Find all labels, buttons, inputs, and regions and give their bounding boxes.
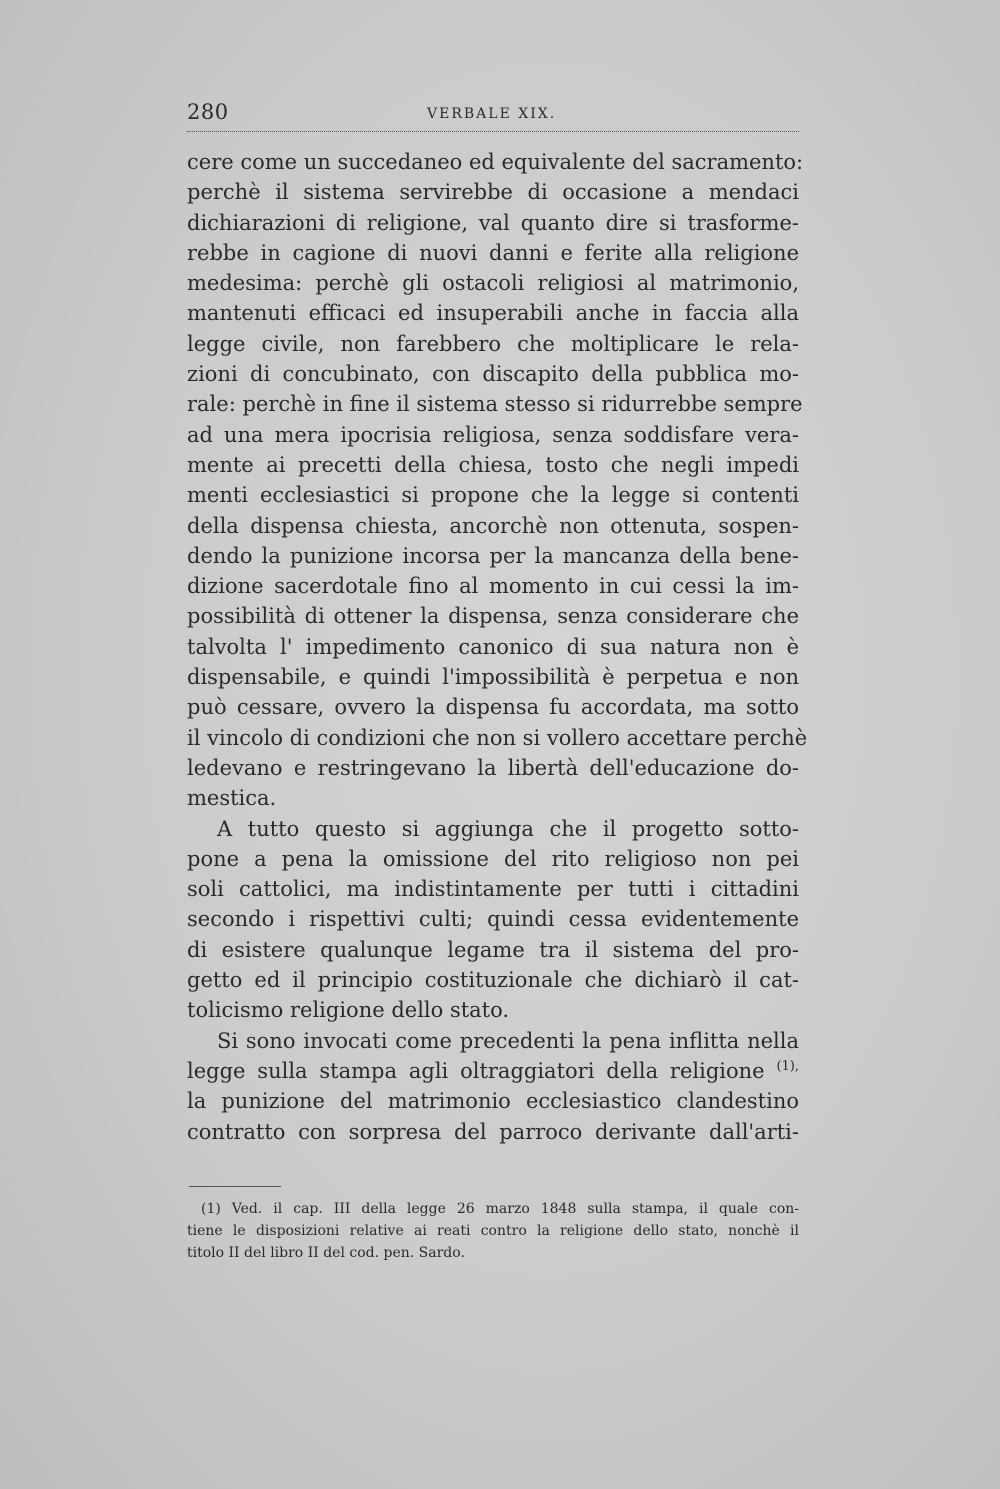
text-line: soli cattolici, ma indistintamente per tutti i cittadini [187,877,799,902]
text-line: contratto con sorpresa del parroco derivante dall'arti- [187,1119,799,1144]
text-line: dispensabile, e quindi l'impossibilità è perpetua e non [187,665,799,690]
text-line: zioni di concubinato, con discapito della pubblica mo- [187,362,799,387]
text-line-segment: legge sulla stampa agli oltraggiatori della religione [187,1058,765,1083]
footnote [187,1198,799,1264]
text-line: dendo la punizione incorsa per la mancanza della bene- [187,543,799,568]
page-header [187,100,799,130]
header-rule [187,131,799,132]
footnote-rule [189,1186,281,1187]
paragraph-2 [187,814,799,1026]
text-line: menti ecclesiastici si propone che la legge si contenti [187,483,799,508]
text-line: può cessare, ovvero la dispensa fu accordata, ma sotto [187,695,799,720]
footnote-ref[interactable]: (1), [776,1058,799,1074]
text-line: mente ai precetti della chiesa, tosto che negli impedi [187,452,799,477]
paragraph-1 [187,147,808,814]
paragraph-3 [187,1026,799,1147]
text-line: getto ed il principio costituzionale che dichiarò il cat- [187,968,799,993]
footnote-line: titolo II del libro II del cod. pen. Sardo. [187,1245,465,1261]
footnote-line: tiene le disposizioni relative ai reati contro la religione dello stato, nonchè il [187,1223,799,1239]
body-text [187,147,808,1147]
text-line: secondo i rispettivi culti; quindi cessa evidentemente [187,907,799,932]
page-number: 280 [187,100,229,124]
text-line: tolicismo religione dello stato. [187,998,510,1023]
text-line: legge civile, non farebbero che moltiplicare le rela- [187,331,799,356]
text-line: di esistere qualunque legame tra il sistema del pro- [187,937,799,962]
text-line: della dispensa chiesta, ancorchè non ottenuta, sospen- [187,513,799,538]
text-line: mestica. [187,786,277,811]
text-line: la punizione del matrimonio ecclesiastico clandestino [187,1089,799,1114]
text-line: ledevano e restringevano la libertà dell'educazione do- [187,755,799,780]
text-line: talvolta l' impedimento canonico di sua natura non è [187,634,799,659]
text-line: il vincolo di condizioni che non si vollero accettare perchè [187,725,808,750]
text-line-with-footnote-ref [187,1056,799,1086]
text-line: dizione sacerdotale fino al momento in cui cessi la im- [187,574,799,599]
text-line: cere come un succedaneo ed equivalente del sacramento: [187,150,804,174]
running-head: VERBALE XIX. [427,106,557,122]
text-line: mantenuti efficaci ed insuperabili anche in faccia alla [187,301,799,326]
text-line: possibilità di ottener la dispensa, senza considerare che [187,604,799,629]
text-line: ad una mera ipocrisia religiosa, senza soddisfare vera- [187,422,799,447]
text-line: rebbe in cagione di nuovi danni e ferite alla religione [187,240,799,265]
text-line: A tutto questo si aggiunga che il progetto sotto- [217,816,799,841]
text-line: medesima: perchè gli ostacoli religiosi al matrimonio, [187,271,799,296]
text-line: pone a pena la omissione del rito religioso non pei [187,846,799,871]
text-line: dichiarazioni di religione, val quanto dire si trasforme- [187,210,799,235]
text-line: Si sono invocati come precedenti la pena inflitta nella [217,1028,799,1053]
text-line: perchè il sistema servirebbe di occasione a mendaci [187,180,799,205]
text-line: rale: perchè in fine il sistema stesso si ridurrebbe sempre [187,392,803,417]
footnote-line: (1) Ved. il cap. III della legge 26 marzo 1848 sulla stampa, il quale con- [201,1201,799,1217]
